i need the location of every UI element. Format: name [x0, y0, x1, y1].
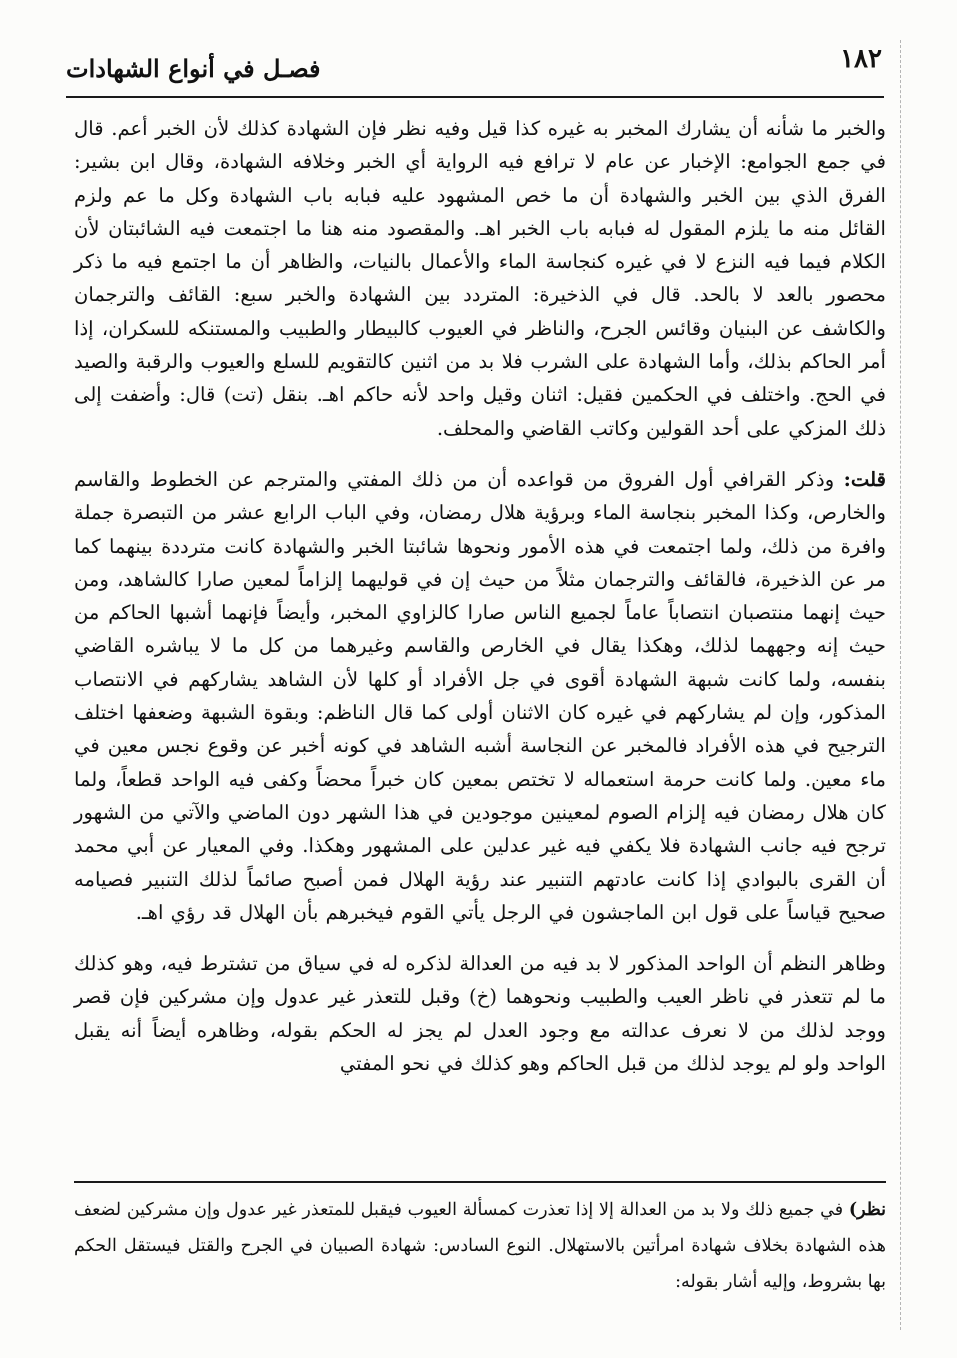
- main-text: [74, 112, 886, 1080]
- header-rule: [66, 96, 884, 98]
- footnote-paragraph: [74, 1192, 886, 1300]
- paragraph-1-text: والخبر ما شأنه أن يشارك المخبر به غيره كذا قيل وفيه نظر فإن الشهادة كذلك لأن الخبر أعم. قال في جمع الجوامع: الإخبار عن عام لا ترافع فيه الرواية أي الخبر وخلافه الشهادة، وقال ابن بشير: الفرق الذي بين الخبر والشهادة أن ما خص المشهود عليه فبابه باب الشهادة وكل ما عم ولزم القائل منه ما يلزم المقول له فبابه باب الخبر اهـ. والمقصود منه هنا ما اجتمعت فيه الشائبتان لأن الكلام فيما فيه النزع لا في غيره كنجاسة الماء والأعمال بالنيات، والظاهر أن ما اجتمع فيه ما ذكر محصور بالعد لا بالحد. قال في الذخيرة: المتردد بين الشهادة والخبر سبع: القائف والترجمان والكاشف عن البنيان وقائس الجرح، والناظر في العيوب كالبيطار والطبيب والمستنكه للسكران، إذا أمر الحاكم بذلك، وأما الشهادة على الشرب فلا بد من اثنين كالتقويم للسلع والعيوب والرقبة والصيد في الحج. واختلف في الحكمين فقيل: اثنان وقيل واحد لأنه حاكم اهـ. بنقل (تت) قال: وأضفت إلى ذلك المزكي على أحد القولين وكاتب القاضي والمحلف.: [74, 117, 886, 440]
- paragraph-2-text: وذكر القرافي أول الفروق من قواعده أن من ذلك المفتي والمترجم عن الخطوط والقاسم والخارص، وكذا المخبر بنجاسة الماء وبرؤية هلال رمضان، وفي الباب الرابع عشر من التبصرة جملة وافرة من ذلك، ولما اجتمعت في هذه الأمور ونحوها شائبتا الخبر والشهادة كانت مترددة بينهما كما مر عن الذخيرة، فالقائف والترجمان مثلاً من حيث إن في قوليهما إلزاماً لمعين صارا كالشاهد، ومن حيث إنهما منتصبان انتصاباً عاماً لجميع الناس صارا كالزاوي المخبر، وأيضاً فإنهما أشبها الحاكم من حيث إنه وجههما لذلك، وهكذا يقال في الخارص والقاسم وغيرهما من كل ما لا يباشره القاضي بنفسه، ولما كانت شبهة الشهادة أقوى في جل الأفراد أو كلها لأن الشاهد يشاركهم في الانتصاب المذكور، وإن لم يشاركهم في غيره كان الاثنان أولى كما قال الناظم: وبقوة الشبهة وضعفها اختلف الترجيح في هذه الأفراد فالمخبر عن النجاسة أشبه الشاهد في كونه أخبر عن وقوع نجس معين في ماء معين. ولما كانت حرمة استعماله لا تختص بمعين كان خبراً محضاً وكفى فيه الواحد قطعاً، ولما كان هلال رمضان فيه إلزام الصوم لمعينين موجودين في هذا الشهر دون الماضي والآتي من الشهور ترجح فيه جانب الشهادة فلا يكفي فيه غير عدلين على المشهور وهكذا. وفي المعيار عن أبي محمد أن القرى بالبوادي إذا كانت عادتهم التنبير عند رؤية الهلال فمن أصبح صائماً لذلك التنبير فصيامه صحيح قياساً على قول ابن الماجشون في الرجل يأتي القوم فيخبرهم بأن الهلال قد رؤي اهـ.: [74, 467, 886, 924]
- footnote-lead: نظر): [848, 1200, 886, 1220]
- page-header: [66, 42, 882, 92]
- footnote-text: في جميع ذلك ولا بد من العدالة إلا إذا تعذرت كمسألة العيوب فيقبل للمتعذر غير عدول وإن مشركين لضعف هذه الشهادة بخلاف شهادة امرأتين بالاستهلال. النوع السادس: شهادة الصبيان في الجرح والقتل فيستقل الحكم بها بشروط، وإليه أشار بقوله:: [74, 1200, 886, 1292]
- paragraph-3-text: وظاهر النظم أن الواحد المذكور لا بد فيه من العدالة لذكره له في سياق من تشترط فيه، وهو كذلك ما لم تتعذر في ناظر العيب والطبيب ونحوهما (خ) وقبل للتعذر غير عدول وإن مشركين فإن قصر ووجد لذلك من لا نعرف عدالته مع وجود العدل لم يجز له الحكم بقوله، وظاهره أيضاً أنه يقبل الواحد ولو لم يوجد لذلك من قبل الحاكم وهو كذلك في نحو المفتي: [74, 952, 886, 1076]
- paragraph-1: [74, 112, 886, 445]
- footnote-rule: [74, 1181, 886, 1183]
- page-number: ١٨٢: [840, 44, 882, 74]
- running-title: فصـل في أنواع الشهادات: [66, 54, 321, 83]
- paragraph-2: [74, 463, 886, 929]
- footnote: [74, 1192, 886, 1300]
- scan-margin-line: [900, 40, 901, 1330]
- paragraph-3: [74, 947, 886, 1080]
- paragraph-2-lead: قلت:: [843, 467, 886, 491]
